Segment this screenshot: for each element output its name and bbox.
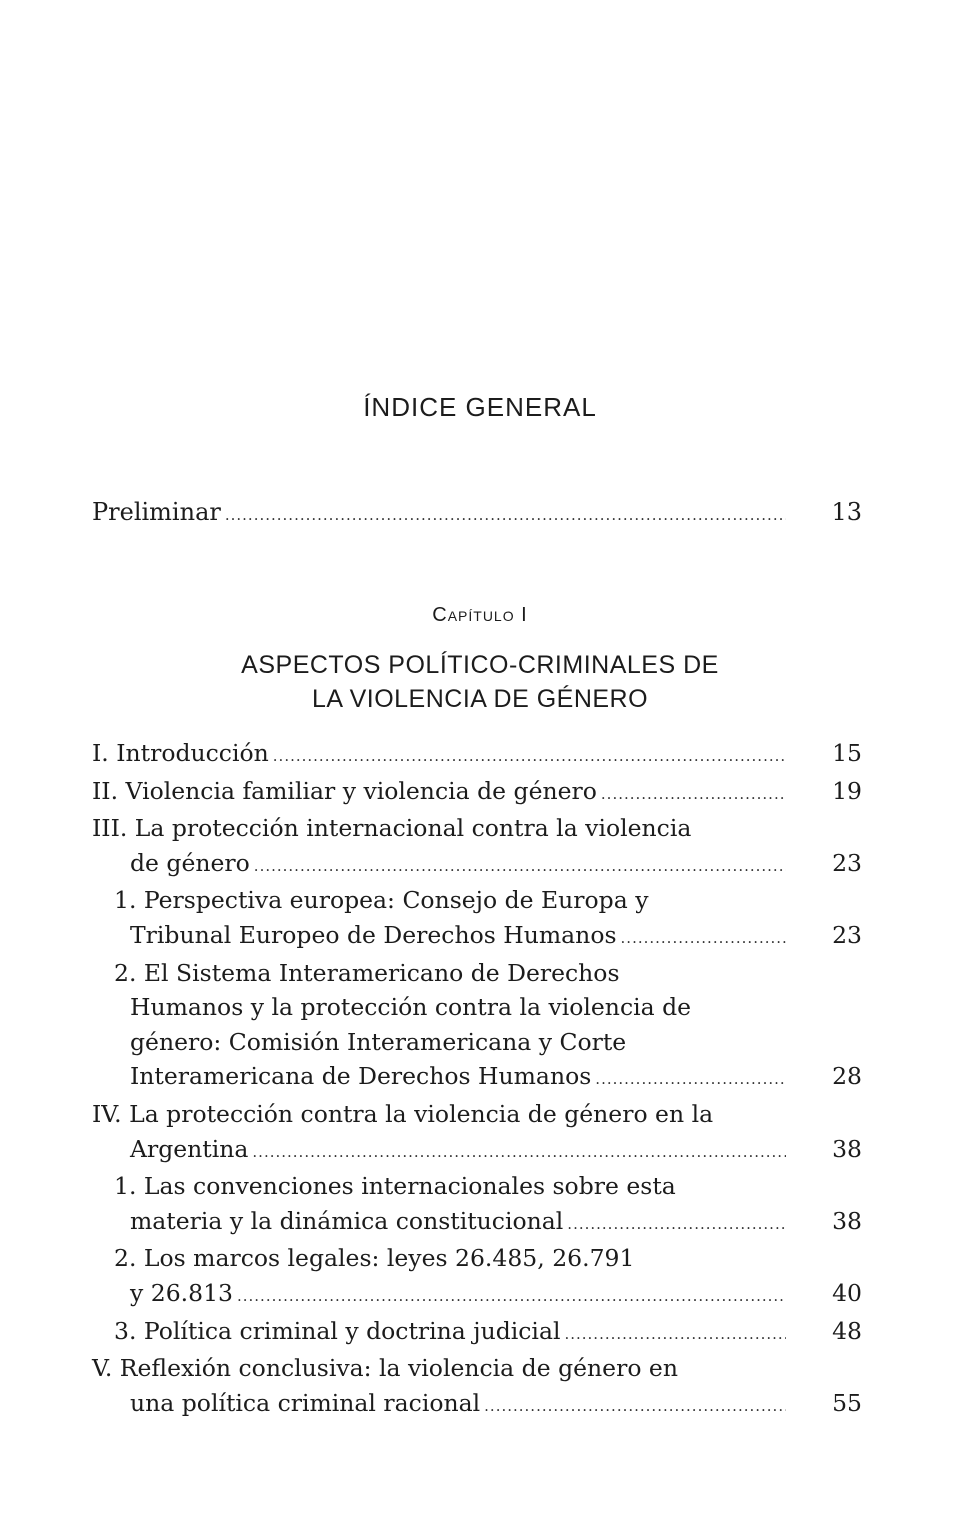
toc-entry[interactable] [92,1169,862,1241]
toc-entry-line [92,1169,862,1204]
page-number: 23 [832,848,862,877]
toc-entry-text: 2. El Sistema Interamericano de Derechos [114,958,620,987]
toc-entry-text: Interamericana de Derechos Humanos [130,1062,592,1091]
dot-leader [564,1317,786,1352]
toc-entry-label: Preliminar [92,498,221,526]
toc-entry-text: 1. Las convenciones internacionales sobre esta [114,1172,676,1201]
dot-leader [621,921,786,956]
toc-entry[interactable] [92,1097,862,1169]
toc-entry-text: V. Reflexión conclusiva: la violencia de género en [92,1354,678,1383]
toc-entry-line [92,1314,862,1352]
toc-entry-text: una política criminal racional [130,1388,481,1417]
chapter-title-line: LA VIOLENCIA DE GÉNERO [311,685,649,713]
dot-leader [252,1135,786,1170]
toc-entry-text: materia y la dinámica constitucional [130,1206,564,1235]
chapter-label: Capítulo I [432,604,528,626]
toc-entry-line [92,1132,862,1170]
toc-entry[interactable] [92,811,862,883]
toc-entry-line [92,883,862,918]
toc-entry-line [92,956,862,991]
page-number: 13 [831,498,862,526]
toc-entry-text: 1. Perspectiva europea: Consejo de Europa y [114,886,649,915]
toc-entry-line [92,1204,862,1242]
dot-leader [237,1279,786,1314]
toc-entry-line [92,736,862,774]
toc-entry-text: Humanos y la protección contra la violencia de [130,993,692,1022]
toc-entry[interactable] [92,1241,862,1313]
toc-entry-line [92,918,862,956]
toc-entry[interactable] [92,883,862,955]
toc-entry-text: IV. La protección contra la violencia de género en la [92,1099,714,1128]
toc-entry-text: 2. Los marcos legales: leyes 26.485, 26.791 [114,1244,635,1273]
toc-entry-line [92,990,862,1025]
page-number: 19 [832,776,862,805]
toc-entry-line [92,1351,862,1386]
page-number: 48 [832,1316,862,1345]
dot-leader [254,849,786,884]
toc-entry-line [92,846,862,884]
page-number: 28 [832,1062,862,1091]
toc-entry[interactable] [92,774,862,812]
toc-entry-text: de género [130,848,250,877]
toc-entry-text: III. La protección internacional contra la violencia [92,814,692,843]
dot-leader [595,1062,786,1097]
toc-entry[interactable] [92,956,862,1097]
toc-entry-line [92,1386,862,1424]
toc-entry-preliminar[interactable] [92,498,862,526]
toc-entry-text: Tribunal Europeo de Derechos Humanos [130,920,617,949]
toc-entry-text: género: Comisión Interamericana y Corte [130,1027,627,1056]
toc-entry-text: Argentina [130,1134,249,1163]
page-number: 38 [832,1134,862,1163]
page-number: 38 [832,1206,862,1235]
toc-entry-line [92,1241,862,1276]
index-title: ÍNDICE GENERAL [363,392,597,422]
page-number: 55 [832,1388,862,1417]
toc-entry-line [92,774,862,812]
page-number: 23 [832,920,862,949]
toc-entry-line [92,1097,862,1132]
dot-leader [225,506,786,524]
dot-leader [484,1389,786,1424]
page-number: 40 [832,1278,862,1307]
page-number: 15 [832,739,862,767]
chapter-title-line: ASPECTOS POLÍTICO-CRIMINALES DE [241,651,719,679]
dot-leader [273,739,786,774]
table-of-contents [92,736,862,1423]
dot-leader [601,777,786,812]
toc-entry-text: I. Introducción [92,739,269,767]
toc-entry-line [92,811,862,846]
toc-entry[interactable] [92,736,862,774]
toc-entry-text: 3. Política criminal y doctrina judicial [114,1316,561,1345]
toc-entry-line [92,1059,862,1097]
dot-leader [567,1207,786,1242]
toc-entry-line [92,1276,862,1314]
toc-entry-text: y 26.813 [130,1278,233,1307]
toc-entry[interactable] [92,1314,862,1352]
toc-entry-text: II. Violencia familiar y violencia de género [92,776,597,805]
toc-entry-line [92,1025,862,1060]
chapter-title [0,648,960,716]
toc-entry[interactable] [92,1351,862,1423]
